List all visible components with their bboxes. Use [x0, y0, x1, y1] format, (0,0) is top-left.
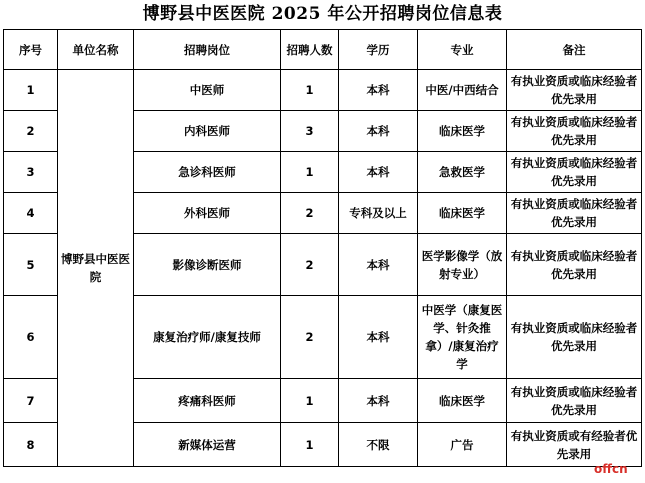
row-education: 本科: [339, 379, 418, 423]
row-position: 内科医师: [134, 111, 281, 152]
row-major: 广告: [418, 423, 507, 467]
row-no: 4: [4, 193, 58, 234]
row-major: 急救医学: [418, 152, 507, 193]
header-unit: 单位名称: [58, 30, 134, 70]
header-no: 序号: [4, 30, 58, 70]
table-header-row: [4, 30, 642, 70]
header-count: 招聘人数: [281, 30, 339, 70]
row-note: 有执业资质或临床经验者优先录用: [507, 111, 642, 152]
row-education: 本科: [339, 70, 418, 111]
row-count: 2: [281, 234, 339, 296]
recruitment-table: [3, 29, 642, 467]
row-major: 医学影像学（放射专业）: [418, 234, 507, 296]
row-education: 本科: [339, 152, 418, 193]
row-position: 外科医师: [134, 193, 281, 234]
row-major: 临床医学: [418, 111, 507, 152]
row-major: 临床医学: [418, 379, 507, 423]
row-position: 急诊科医师: [134, 152, 281, 193]
row-education: 本科: [339, 234, 418, 296]
row-note: 有执业资质或临床经验者优先录用: [507, 379, 642, 423]
row-education: 本科: [339, 296, 418, 379]
row-count: 2: [281, 296, 339, 379]
row-note: 有执业资质或有经验者优先录用: [507, 423, 642, 467]
row-note: 有执业资质或临床经验者优先录用: [507, 152, 642, 193]
row-note: 有执业资质或临床经验者优先录用: [507, 296, 642, 379]
row-position: 康复治疗师/康复技师: [134, 296, 281, 379]
row-note: 有执业资质或临床经验者优先录用: [507, 70, 642, 111]
table-row: [4, 70, 642, 111]
row-position: 影像诊断医师: [134, 234, 281, 296]
row-no: 2: [4, 111, 58, 152]
row-education: 不限: [339, 423, 418, 467]
unit-name-cell: 博野县中医医院: [58, 70, 134, 467]
row-count: 2: [281, 193, 339, 234]
row-position: 新媒体运营: [134, 423, 281, 467]
row-no: 6: [4, 296, 58, 379]
row-count: 1: [281, 70, 339, 111]
row-major: 临床医学: [418, 193, 507, 234]
row-no: 1: [4, 70, 58, 111]
row-note: 有执业资质或临床经验者优先录用: [507, 234, 642, 296]
row-education: 专科及以上: [339, 193, 418, 234]
row-position: 中医师: [134, 70, 281, 111]
row-no: 7: [4, 379, 58, 423]
watermark-logo: offcn: [594, 462, 628, 476]
header-position: 招聘岗位: [134, 30, 281, 70]
row-no: 5: [4, 234, 58, 296]
row-position: 疼痛科医师: [134, 379, 281, 423]
row-count: 1: [281, 379, 339, 423]
row-no: 3: [4, 152, 58, 193]
row-education: 本科: [339, 111, 418, 152]
row-no: 8: [4, 423, 58, 467]
row-count: 3: [281, 111, 339, 152]
header-education: 学历: [339, 30, 418, 70]
header-major: 专业: [418, 30, 507, 70]
page-title: 博野县中医医院 2025 年公开招聘岗位信息表: [142, 4, 503, 24]
row-note: 有执业资质或临床经验者优先录用: [507, 193, 642, 234]
row-count: 1: [281, 152, 339, 193]
row-major: 中医/中西结合: [418, 70, 507, 111]
row-major: 中医学（康复医学、针灸推拿）/康复治疗学: [418, 296, 507, 379]
header-note: 备注: [507, 30, 642, 70]
row-count: 1: [281, 423, 339, 467]
